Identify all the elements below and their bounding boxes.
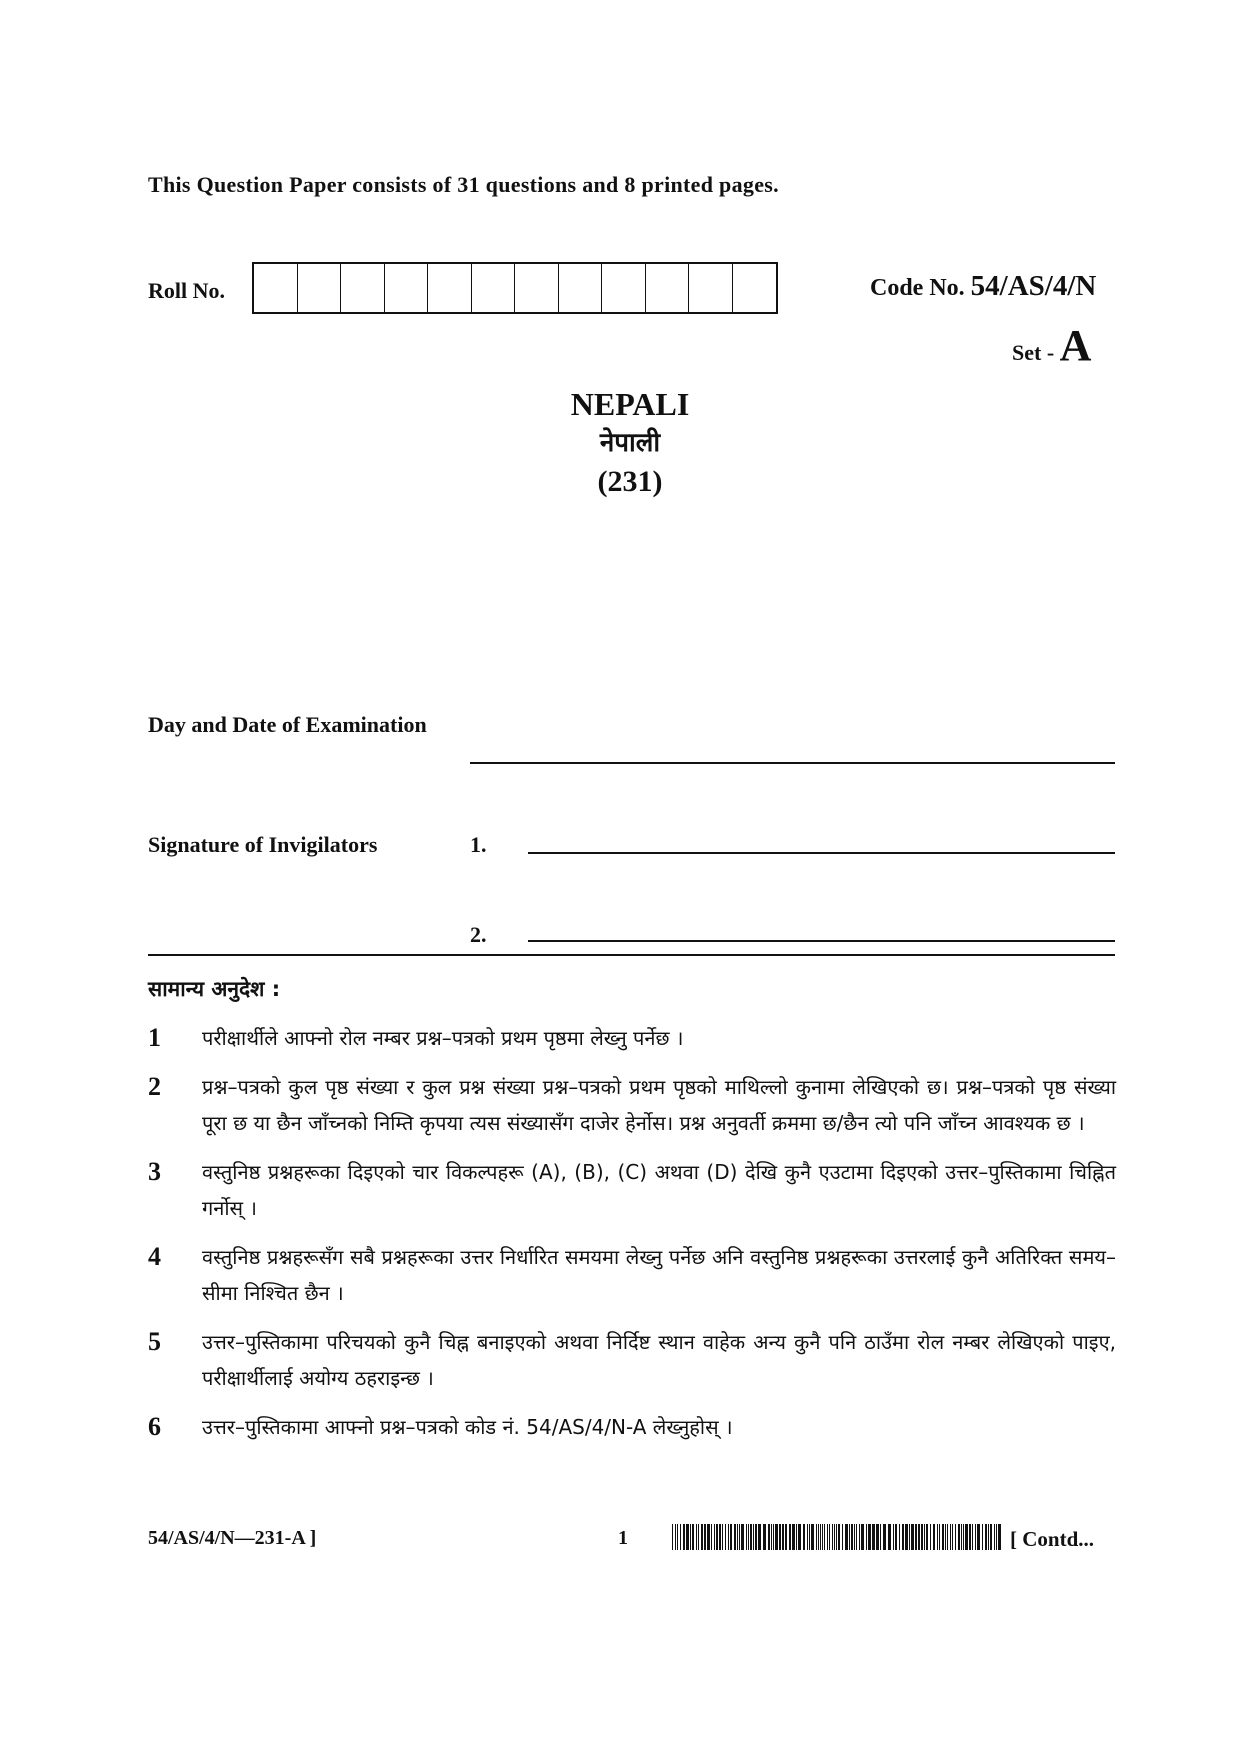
roll-number-box <box>733 264 777 312</box>
instruction-text: उत्तर–पुस्तिकामा परिचयको कुनै चिह्न बनाइएको अथवा निर्दिष्ट स्थान वाहेक अन्य कुनै पनि ठाउँमा रोल नम्बर लेखिएको पाइए, परीक्षार्थीलाई अयोग्य ठहराइन्छ । <box>202 1330 1116 1390</box>
roll-number-box <box>254 264 298 312</box>
set-indicator <box>1012 320 1091 371</box>
barcode-bar <box>737 1524 738 1550</box>
barcode-bar <box>845 1524 848 1550</box>
barcode-bar <box>696 1524 697 1550</box>
roll-number-box <box>341 264 385 312</box>
barcode-bar <box>677 1524 678 1550</box>
barcode-bar <box>924 1524 925 1550</box>
invigilator-2-number: 2. <box>470 922 487 947</box>
roll-number-box <box>689 264 733 312</box>
instruction-item <box>148 1069 1116 1141</box>
barcode-bar <box>725 1524 726 1550</box>
barcode-bar <box>838 1524 840 1550</box>
barcode-bar <box>785 1524 787 1550</box>
barcode-bar <box>809 1524 810 1550</box>
barcode-bar <box>711 1524 712 1550</box>
barcode-bar <box>872 1524 875 1550</box>
barcode-bar <box>701 1524 703 1550</box>
barcode-bar <box>672 1524 673 1550</box>
barcode-bar <box>909 1524 910 1550</box>
barcode-bar <box>734 1524 736 1550</box>
barcode-bar <box>716 1524 718 1550</box>
instruction-number: 4 <box>148 1242 161 1271</box>
barcode-bar <box>834 1524 835 1550</box>
day-date-label: Day and Date of Examination <box>148 712 427 737</box>
barcode-bar <box>773 1524 774 1550</box>
barcode-bar <box>779 1524 781 1550</box>
barcode-bar <box>722 1524 723 1550</box>
barcode-bar <box>748 1524 749 1550</box>
barcode-bar <box>746 1524 747 1550</box>
barcode-bar <box>719 1524 721 1550</box>
paper-info-note: This Question Paper consists of 31 questions and 8 printed pages. <box>148 172 779 197</box>
barcode-bar <box>811 1524 814 1550</box>
invigilator-2-line <box>528 940 1115 942</box>
barcode-bar <box>902 1524 904 1550</box>
barcode-bar <box>683 1524 685 1550</box>
roll-number-box <box>559 264 603 312</box>
barcode-bar <box>728 1524 729 1550</box>
barcode-bar <box>768 1524 770 1550</box>
barcode-bar <box>972 1524 973 1550</box>
invigilators-label: Signature of Invigilators <box>148 832 378 857</box>
instruction-item <box>148 1020 1116 1056</box>
barcode-bar <box>899 1524 900 1550</box>
code-number-value: 54/AS/4/N <box>970 270 1097 302</box>
barcode-bar <box>868 1524 871 1550</box>
barcode-bar <box>982 1524 983 1550</box>
set-label: Set - <box>1012 340 1055 365</box>
invigilator-1-line <box>528 852 1115 854</box>
barcode-bar <box>792 1524 795 1550</box>
barcode-bar <box>818 1524 819 1550</box>
barcode-bar <box>933 1524 935 1550</box>
barcode-bar <box>803 1524 805 1550</box>
barcode-bar <box>856 1524 857 1550</box>
barcode-bar <box>955 1524 956 1550</box>
roll-number-box <box>385 264 429 312</box>
barcode-bar <box>859 1524 860 1550</box>
barcode-bar <box>692 1524 694 1550</box>
barcode-bar <box>753 1524 754 1550</box>
barcode-bar <box>832 1524 833 1550</box>
barcode-bar <box>950 1524 951 1550</box>
roll-number-box <box>428 264 472 312</box>
barcode-bar <box>958 1524 960 1550</box>
barcode-bar <box>893 1524 894 1550</box>
barcode-bar <box>680 1524 681 1550</box>
page-number: 1 <box>618 1527 628 1549</box>
barcode-bar <box>775 1524 778 1550</box>
footer-continued: [ Contd... <box>1010 1527 1095 1551</box>
set-value: A <box>1059 321 1092 370</box>
barcode-bar <box>829 1524 830 1550</box>
barcode-bar <box>996 1524 997 1550</box>
barcode-bar <box>969 1524 971 1550</box>
barcode-bar <box>741 1524 744 1550</box>
barcode-bar <box>994 1524 995 1550</box>
barcode-bar <box>824 1524 825 1550</box>
barcode-bar <box>977 1524 980 1550</box>
barcode-bar <box>771 1524 772 1550</box>
barcode-bar <box>807 1524 808 1550</box>
barcode-bar <box>842 1524 843 1550</box>
code-number <box>870 270 1096 303</box>
barcode-bar <box>880 1524 881 1550</box>
barcode-bar <box>820 1524 821 1550</box>
barcode-bar <box>947 1524 948 1550</box>
instruction-item <box>148 1239 1116 1311</box>
instruction-number: 6 <box>148 1412 161 1441</box>
barcode-bar <box>918 1524 920 1550</box>
barcode-bar <box>836 1524 837 1550</box>
barcode-bar <box>926 1524 928 1550</box>
barcode-bar <box>796 1524 797 1550</box>
section-divider <box>148 954 1115 956</box>
instruction-item <box>148 1154 1116 1226</box>
instruction-text: प्रश्न–पत्रको कुल पृष्ठ संख्या र कुल प्रश्न संख्या प्रश्न–पत्रको प्रथम पृष्ठको माथिल्लो कुनामा लेखिएको छ। प्रश्न–पत्रको पृष्ठ संख्या पूरा छ या छैन जाँच्नको निम्ति कृपया त्यस संख्यासँग दाजेर हेर्नोस। प्रश्न अनुवर्ती क्रममा छ/छैन त्यो पनि जाँच्न आवश्यक छ । <box>202 1075 1116 1135</box>
barcode-bar <box>704 1524 706 1550</box>
barcode-bar <box>911 1524 914 1550</box>
barcode-bar <box>763 1524 766 1550</box>
footer-paper-code: 54/AS/4/N—231-A ] <box>148 1527 317 1549</box>
barcode-bar <box>789 1524 791 1550</box>
instruction-number: 1 <box>148 1023 161 1052</box>
barcode-bar <box>849 1524 850 1550</box>
roll-number-box <box>298 264 342 312</box>
barcode-bar <box>990 1524 992 1550</box>
barcode-bar <box>921 1524 923 1550</box>
roll-number-box <box>646 264 690 312</box>
instruction-number: 5 <box>148 1327 161 1356</box>
barcode-bar <box>975 1524 976 1550</box>
barcode-bar <box>942 1524 944 1550</box>
barcode-bar <box>686 1524 689 1550</box>
barcode-bar <box>739 1524 740 1550</box>
instruction-text: वस्तुनिष्ठ प्रश्नहरूसँग सबै प्रश्नहरूका उत्तर निर्धारित समयमा लेख्नु पर्नेछ अनि वस्तुनिष्ठ प्रश्नहरूका उत्तरलाई कुनै अतिरिक्त समय–सीमा निश्चित छैन । <box>202 1245 1116 1305</box>
barcode-bar <box>675 1524 676 1550</box>
barcode-bar <box>730 1524 732 1550</box>
barcode-bar <box>714 1524 715 1550</box>
barcode-bar <box>985 1524 987 1550</box>
barcode-bar <box>937 1524 938 1550</box>
roll-number-label: Roll No. <box>148 278 225 303</box>
instruction-number: 3 <box>148 1157 161 1186</box>
barcode-bar <box>888 1524 891 1550</box>
barcode-bar <box>883 1524 886 1550</box>
barcode-bar <box>876 1524 879 1550</box>
instruction-text: वस्तुनिष्ठ प्रश्नहरूका दिइएको चार विकल्पहरू (A), (B), (C) अथवा (D) देखि कुनै एउटामा दिइएको उत्तर–पुस्तिकामा चिह्नित गर्नोस् । <box>202 1160 1116 1220</box>
barcode-bar <box>930 1524 931 1550</box>
code-number-label: Code No. <box>870 275 965 301</box>
invigilator-1-number: 1. <box>470 832 487 857</box>
barcode-bar <box>782 1524 784 1550</box>
barcode-bar <box>866 1524 867 1550</box>
roll-number-box <box>602 264 646 312</box>
roll-number-box <box>472 264 516 312</box>
barcode-bar <box>963 1524 964 1550</box>
barcode-bar <box>758 1524 761 1550</box>
barcode-bar <box>690 1524 691 1550</box>
barcode-bar <box>939 1524 940 1550</box>
barcode-bar <box>861 1524 864 1550</box>
barcode-bar <box>895 1524 897 1550</box>
instructions-heading: सामान्य अनुदेश : <box>148 977 281 1001</box>
barcode-bar <box>905 1524 908 1550</box>
subject-title-block <box>520 384 740 502</box>
instruction-item <box>148 1409 1116 1445</box>
barcode-bar <box>750 1524 752 1550</box>
instructions-list <box>148 1020 1116 1458</box>
barcode-bar <box>998 1524 1001 1550</box>
barcode-bar <box>816 1524 817 1550</box>
barcode-icon <box>672 1524 1002 1550</box>
barcode-bar <box>707 1524 710 1550</box>
subject-nepali: नेपाली <box>599 428 661 458</box>
barcode-bar <box>965 1524 968 1550</box>
instruction-text: परीक्षार्थीले आफ्नो रोल नम्बर प्रश्न–पत्रको प्रथम पृष्ठमा लेख्नु पर्नेछ । <box>202 1026 684 1050</box>
barcode-bar <box>961 1524 962 1550</box>
barcode-bar <box>945 1524 946 1550</box>
roll-number-boxes <box>252 262 778 314</box>
subject-english: NEPALI <box>570 386 690 422</box>
barcode-bar <box>851 1524 853 1550</box>
barcode-bar <box>827 1524 828 1550</box>
instruction-item <box>148 1324 1116 1396</box>
barcode-bar <box>798 1524 801 1550</box>
subject-code: (231) <box>597 465 663 498</box>
barcode-bar <box>698 1524 699 1550</box>
barcode-bar <box>755 1524 757 1550</box>
roll-number-box <box>515 264 559 312</box>
day-date-line <box>470 762 1115 764</box>
barcode-bar <box>952 1524 953 1550</box>
barcode-bar <box>988 1524 989 1550</box>
barcode-bar <box>854 1524 855 1550</box>
barcode-bar <box>822 1524 823 1550</box>
instruction-text: उत्तर–पुस्तिकामा आफ्नो प्रश्न–पत्रको कोड नं. 54/AS/4/N-A लेख्नुहोस् । <box>202 1415 733 1439</box>
barcode-bar <box>915 1524 917 1550</box>
instruction-number: 2 <box>148 1072 161 1101</box>
